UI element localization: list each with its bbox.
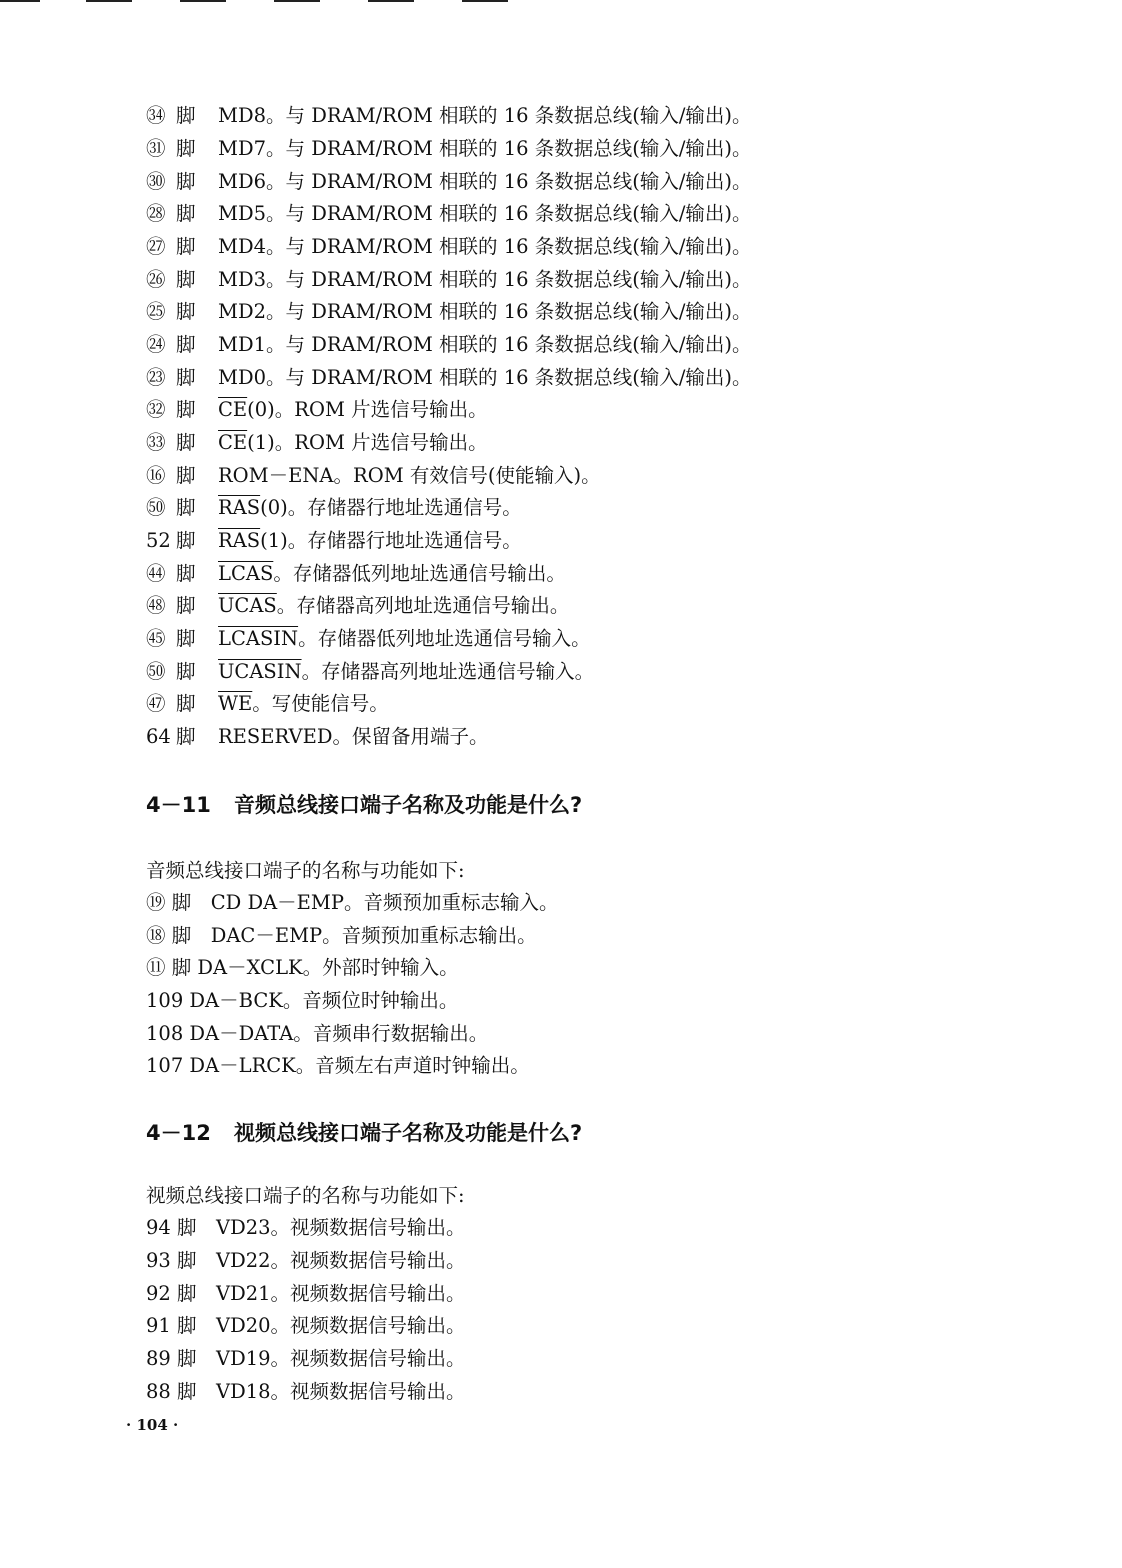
pin-description: ROM 有效信号(使能输入)。 <box>353 464 601 487</box>
pin-number: ㊿ <box>146 496 166 519</box>
pin-number: ㉗ <box>146 235 166 258</box>
pin-word: 脚 <box>176 235 196 258</box>
pin-word: 脚 <box>176 333 196 356</box>
pin-description: 与 DRAM/ROM 相联的 16 条数据总线(输入/输出)。 <box>285 104 752 127</box>
pin-number: ㉞ <box>146 104 166 127</box>
pin-description: 与 DRAM/ROM 相联的 16 条数据总线(输入/输出)。 <box>285 300 752 323</box>
pin-description: 与 DRAM/ROM 相联的 16 条数据总线(输入/输出)。 <box>285 366 752 389</box>
pin-word: 脚 <box>176 496 196 519</box>
pin-line: ㊽ 脚 UCAS。存储器高列地址选通信号输出。 <box>146 590 1082 622</box>
pin-word: 脚 <box>176 300 196 323</box>
pin-number: ㊺ <box>146 627 166 650</box>
pin-name: MD0 <box>218 366 267 389</box>
pin-word: 脚 <box>176 464 196 487</box>
pin-number: 52 <box>146 529 171 552</box>
pin-word: 脚 <box>176 268 196 291</box>
pin-suffix: (0) <box>260 496 288 519</box>
pin-description: 存储器低列地址选通信号输入。 <box>317 627 591 650</box>
pin-line: ㊼ 脚 $\overline{WE}$。写使能信号。 <box>146 688 1082 720</box>
pin-name: $\overline{RAS}$ <box>218 529 261 552</box>
pin-number: ㊼ <box>146 692 166 715</box>
pin-line: 91 脚 VD20。视频数据信号输出。 <box>146 1314 466 1337</box>
pin-name: MD7 <box>218 137 267 160</box>
pin-line: ㉛ 脚 MD7。与 DRAM/ROM 相联的 16 条数据总线(输入/输出)。 <box>146 133 1082 165</box>
pin-description: 写使能信号。 <box>271 692 389 715</box>
pin-number: 64 <box>146 725 171 748</box>
section-intro: 视频总线接口端子的名称与功能如下: <box>146 1184 465 1207</box>
pin-line: 107 DA－LRCK。音频左右声道时钟输出。 <box>146 1054 530 1077</box>
pin-name: MD6 <box>218 170 267 193</box>
pin-line: ㉚ 脚 MD6。与 DRAM/ROM 相联的 16 条数据总线(输入/输出)。 <box>146 166 1082 198</box>
pin-line: ㉞ 脚 MD8。与 DRAM/ROM 相联的 16 条数据总线(输入/输出)。 <box>146 100 1082 132</box>
section-heading-4-12 <box>146 1116 582 1150</box>
scan-rule <box>86 0 132 2</box>
pin-number: ㉜ <box>146 398 166 421</box>
pin-suffix: (0) <box>247 398 275 421</box>
pin-word: 脚 <box>176 562 196 585</box>
pin-line: ⑪ 脚 DA－XCLK。外部时钟输入。 <box>146 956 459 979</box>
scan-rule <box>0 0 40 2</box>
pin-name: MD1 <box>218 333 267 356</box>
pin-line: 52 脚 $\overline{RAS}(1)$。存储器行地址选通信号。 <box>146 525 1082 557</box>
pin-word: 脚 <box>176 137 196 160</box>
pin-word: 脚 <box>176 529 196 552</box>
pin-description: 与 DRAM/ROM 相联的 16 条数据总线(输入/输出)。 <box>285 268 752 291</box>
pin-number: ㊹ <box>146 562 166 585</box>
page-number: · 104 · <box>126 1416 179 1434</box>
pin-line: 108 DA－DATA。音频串行数据输出。 <box>146 1022 489 1045</box>
pin-line: ㊿ 脚 $\overline{RAS}(0)$。存储器行地址选通信号。 <box>146 492 1082 524</box>
pin-word: 脚 <box>176 692 196 715</box>
pin-number: ㊿ <box>146 660 166 683</box>
pin-line: ㉗ 脚 MD4。与 DRAM/ROM 相联的 16 条数据总线(输入/输出)。 <box>146 231 1082 263</box>
pin-name: LCAS <box>218 562 274 585</box>
pin-description: 存储器高列地址选通信号输入。 <box>321 660 595 683</box>
pin-line: ㉖ 脚 MD3。与 DRAM/ROM 相联的 16 条数据总线(输入/输出)。 <box>146 264 1082 296</box>
pin-name: $\overline{CE}$ <box>218 431 248 454</box>
scan-rule <box>368 0 414 2</box>
pin-name: MD3 <box>218 268 267 291</box>
pin-number: ㉛ <box>146 137 166 160</box>
pin-name: $\overline{CE}$ <box>218 398 248 421</box>
pin-name: $\overline{RAS}$ <box>218 496 261 519</box>
pin-number: ㉝ <box>146 431 166 454</box>
pin-number: ⑯ <box>146 464 166 487</box>
pin-description: 存储器行地址选通信号。 <box>307 529 522 552</box>
pin-line: 92 脚 VD21。视频数据信号输出。 <box>146 1282 466 1305</box>
pin-word: 脚 <box>176 366 196 389</box>
scan-rule <box>274 0 320 2</box>
pin-line: ㉕ 脚 MD2。与 DRAM/ROM 相联的 16 条数据总线(输入/输出)。 <box>146 296 1082 328</box>
pin-name: UCASIN <box>218 660 302 683</box>
pin-number: ㊽ <box>146 594 166 617</box>
pin-word: 脚 <box>176 170 196 193</box>
pin-word: 脚 <box>176 725 196 748</box>
pin-description: ROM 片选信号输出。 <box>294 431 488 454</box>
pin-description: 与 DRAM/ROM 相联的 16 条数据总线(输入/输出)。 <box>285 202 752 225</box>
pin-line: ㉓ 脚 MD0。与 DRAM/ROM 相联的 16 条数据总线(输入/输出)。 <box>146 362 1082 394</box>
pin-word: 脚 <box>176 104 196 127</box>
pin-word: 脚 <box>176 398 196 421</box>
pin-description: 与 DRAM/ROM 相联的 16 条数据总线(输入/输出)。 <box>285 170 752 193</box>
pin-number: ㉖ <box>146 268 166 291</box>
section-title: 音频总线接口端子名称及功能是什么? <box>234 793 583 817</box>
pin-word: 脚 <box>176 202 196 225</box>
pin-name: MD4 <box>218 235 267 258</box>
pin-word: 脚 <box>176 594 196 617</box>
pin-name: MD5 <box>218 202 267 225</box>
pin-line: ⑱ 脚 DAC－EMP。音频预加重标志输出。 <box>146 924 537 947</box>
section-heading-4-11 <box>146 788 582 822</box>
pin-number: ㉘ <box>146 202 166 225</box>
pin-line: ⑯ 脚 ROM－ENA。ROM 有效信号(使能输入)。 <box>146 460 1082 492</box>
pin-line: 94 脚 VD23。视频数据信号输出。 <box>146 1216 466 1239</box>
pin-line: ㉔ 脚 MD1。与 DRAM/ROM 相联的 16 条数据总线(输入/输出)。 <box>146 329 1082 361</box>
pin-description: 与 DRAM/ROM 相联的 16 条数据总线(输入/输出)。 <box>285 137 752 160</box>
pin-line: 93 脚 VD22。视频数据信号输出。 <box>146 1249 466 1272</box>
pin-description: 存储器行地址选通信号。 <box>307 496 522 519</box>
pin-name: MD2 <box>218 300 267 323</box>
pin-description: ROM 片选信号输出。 <box>294 398 488 421</box>
pin-line: 64 脚 RESERVED。保留备用端子。 <box>146 721 1082 753</box>
pin-suffix: (1) <box>260 529 288 552</box>
pin-description: 与 DRAM/ROM 相联的 16 条数据总线(输入/输出)。 <box>285 235 752 258</box>
pin-line: ㊹ 脚 LCAS。存储器低列地址选通信号输出。 <box>146 558 1082 590</box>
pin-line: 89 脚 VD19。视频数据信号输出。 <box>146 1347 466 1370</box>
section-number: 4－12 <box>146 1121 211 1145</box>
pin-word: 脚 <box>176 431 196 454</box>
pin-name: ROM－ENA <box>218 464 334 487</box>
pin-number: ㉚ <box>146 170 166 193</box>
pin-line: ㊿ 脚 UCASIN。存储器高列地址选通信号输入。 <box>146 656 1082 688</box>
pin-number: ㉔ <box>146 333 166 356</box>
pin-description: 与 DRAM/ROM 相联的 16 条数据总线(输入/输出)。 <box>285 333 752 356</box>
scan-rule <box>462 0 508 2</box>
pin-line: ㉝ 脚 $\overline{CE}(1)$。ROM 片选信号输出。 <box>146 427 1082 459</box>
pin-description: 存储器高列地址选通信号输出。 <box>296 594 570 617</box>
section-number: 4－11 <box>146 793 211 817</box>
pin-word: 脚 <box>176 627 196 650</box>
pin-number: ㉓ <box>146 366 166 389</box>
top-scan-rules <box>0 0 1122 4</box>
pin-name: LCASIN <box>218 627 299 650</box>
scan-rule <box>180 0 226 2</box>
pin-line: ㊺ 脚 LCASIN。存储器低列地址选通信号输入。 <box>146 623 1082 655</box>
pin-line: ㉜ 脚 $\overline{CE}(0)$。ROM 片选信号输出。 <box>146 394 1082 426</box>
pin-name: RESERVED <box>218 725 333 748</box>
pin-name: $\overline{WE}$ <box>218 692 253 715</box>
pin-description: 存储器低列地址选通信号输出。 <box>292 562 566 585</box>
pin-line: ㉘ 脚 MD5。与 DRAM/ROM 相联的 16 条数据总线(输入/输出)。 <box>146 198 1082 230</box>
section-intro: 音频总线接口端子的名称与功能如下: <box>146 859 465 882</box>
pin-line: 88 脚 VD18。视频数据信号输出。 <box>146 1380 466 1403</box>
pin-word: 脚 <box>176 660 196 683</box>
pin-line: ⑲ 脚 CD DA－EMP。音频预加重标志输入。 <box>146 891 559 914</box>
pin-number: ㉕ <box>146 300 166 323</box>
pin-suffix: (1) <box>247 431 275 454</box>
pin-name: MD8 <box>218 104 267 127</box>
pin-name: UCAS <box>218 594 277 617</box>
pin-description: 保留备用端子。 <box>351 725 489 748</box>
section-title: 视频总线接口端子名称及功能是什么? <box>234 1121 583 1145</box>
pin-line: 109 DA－BCK。音频位时钟输出。 <box>146 989 459 1012</box>
